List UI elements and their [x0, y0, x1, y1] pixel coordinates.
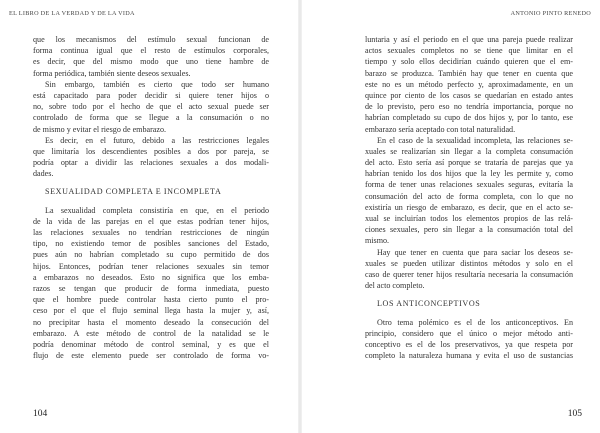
- text-line: En el caso de la sexualidad incompleta, las relaciones se-: [377, 135, 573, 145]
- paragraph-gap: [365, 291, 573, 298]
- text-line: quince por ciento de los casos se quedarían en estado antes: [365, 90, 573, 100]
- right-page: [300, 0, 600, 433]
- text-line: es decir, que del mismo modo que uno tiene hambre de: [33, 57, 269, 67]
- text-line: que el hombre puede controlar hasta cierto punto el pro-: [33, 295, 269, 305]
- text-line: las relaciones sexuales no tendrían restricciones de ningún: [33, 228, 269, 237]
- text-line: de la vida de las parejas en el que estas podrían tener hijos,: [33, 216, 269, 226]
- text-line: Hay que tener en cuenta que para saciar los deseos se-: [377, 247, 573, 257]
- text-line: forma continua igual que el resto de estímulos corporales,: [33, 46, 269, 56]
- text-line: principio, considero que el único o mejor método anti-: [365, 328, 573, 338]
- text-line: embarazo. A este método de control de la natalidad se le: [33, 328, 269, 338]
- text-line: forma de tener unas relaciones sexuales seguras, evitaría la: [365, 180, 573, 190]
- left-body-text: [33, 34, 269, 361]
- text-line: mismo.: [365, 236, 390, 246]
- text-line: caso de querer tener hijos resultaría necesaria la consumación: [365, 269, 573, 279]
- text-line: habrían completado su cupo de dos hijos y, por lo tanto, ese: [365, 113, 573, 123]
- text-line: conceptivo es el de los preservativos, ya que respeta por: [365, 339, 573, 349]
- text-line: actos sexuales completos no se tiene que limitar en el: [365, 46, 573, 56]
- text-line: hijos. Entonces, podrían tener relaciones sexuales sin temor: [33, 261, 269, 271]
- text-line: tipo, no existiendo temor de posibles sanciones del Estado,: [33, 239, 269, 249]
- text-line: xuales se pueden utilizar distintos métodos y solo en el: [365, 258, 573, 268]
- text-line: luntaria y así el periodo en el que una pareja puede realizar: [365, 35, 573, 44]
- text-line: no precipitar hasta el momento deseado la consecución del: [33, 317, 269, 327]
- text-line: xual se incluirían todos los elementos propios de las relá-: [365, 214, 573, 223]
- text-line: La sexualidad completa consistiría en que, en el periodo: [45, 205, 269, 215]
- text-line: de mismo y evitar el riesgo de embarazo.: [33, 124, 167, 134]
- text-line: a embarazos no deseados. Esto no significa que los emba-: [33, 272, 269, 282]
- text-line: pues aún no habrían completado su cupo permitido de dos: [33, 250, 269, 260]
- text-line: xuales se realizarían sin llegar a la completa consumación: [365, 146, 573, 156]
- left-running-head: EL LIBRO DE LA VERDAD Y DE LA VIDA: [9, 10, 135, 17]
- paragraph-gap: [33, 179, 269, 186]
- text-line: forma periódica, también siente deseos sexuales.: [33, 68, 191, 78]
- text-line: este no es un método perfecto y, aproximadamente, en un: [365, 79, 573, 89]
- text-line: Sin embargo, también es cierto que todo ser humano: [45, 79, 269, 89]
- text-line: del acto. Esto sería así porque se trataría de parejas que ya: [365, 158, 573, 168]
- text-line: barazo se produzca. También hay que tener en cuenta que: [365, 68, 573, 78]
- text-line: de lo previsto, pero eso no tendría importancia, porque no: [365, 102, 573, 112]
- text-line: controlado de forma que se llegue a la consumación o no: [33, 113, 269, 123]
- text-line: consumación del acto de forma completa, con lo que no: [365, 191, 573, 201]
- text-line: no, sobre todo por el hecho de que el acto sexual puede ser: [33, 102, 269, 112]
- text-line: está capacitado para poder decidir si quiere tener hijos o: [33, 90, 269, 100]
- text-line: existiría un riesgo de embarazo, es decir, que en el acto se-: [365, 202, 573, 212]
- text-line: que los mecanismos del estímulo sexual funcionan de: [33, 35, 269, 44]
- text-line: Otro tema polémico es el de los anticonceptivos. En: [377, 317, 573, 327]
- text-line: ceso por el que el flujo seminal llega hasta la mujer y, así,: [33, 306, 269, 316]
- text-line: ciones sexuales, pero sin llegar a la consumación total del: [365, 225, 573, 235]
- paragraph-gap: [33, 198, 269, 205]
- right-body-text: [365, 34, 573, 361]
- text-line: que limitaría los descendientes posibles a dos por pareja, se: [33, 146, 269, 156]
- text-line: completo la naturaleza humana y evita el uso de sustancias: [365, 351, 573, 361]
- text-line: podría optar a dividir las relaciones sexuales a dos modali-: [33, 158, 269, 168]
- text-line: flujo de este elemento puede ser controlado de forma vo-: [33, 351, 269, 361]
- text-line: Es decir, en el futuro, debido a las restricciones legales: [45, 135, 269, 145]
- text-line: razos se tengan que producir de forma inmediata, puesto: [33, 283, 269, 293]
- right-running-head: ANTONIO PINTO RENEDO: [510, 10, 591, 17]
- text-line: habrían tenido los dos hijos que la ley les permite y, como: [365, 169, 573, 179]
- text-line: tiempo y solo ellos decidirían cuándo quieren que el em-: [365, 57, 573, 67]
- left-page-number: 104: [33, 409, 48, 419]
- text-line: embarazo sería aceptado con total naturalidad.: [365, 124, 516, 134]
- section-heading: SEXUALIDAD COMPLETA E INCOMPLETA: [45, 187, 222, 197]
- paragraph-gap: [365, 310, 573, 317]
- text-line: del acto completo.: [365, 281, 425, 291]
- section-heading: LOS ANTICONCEPTIVOS: [377, 299, 481, 309]
- right-page-number: 105: [567, 409, 582, 419]
- text-line: dades.: [33, 169, 54, 179]
- text-line: podría denominar método de control seminal, y es que el: [33, 339, 269, 349]
